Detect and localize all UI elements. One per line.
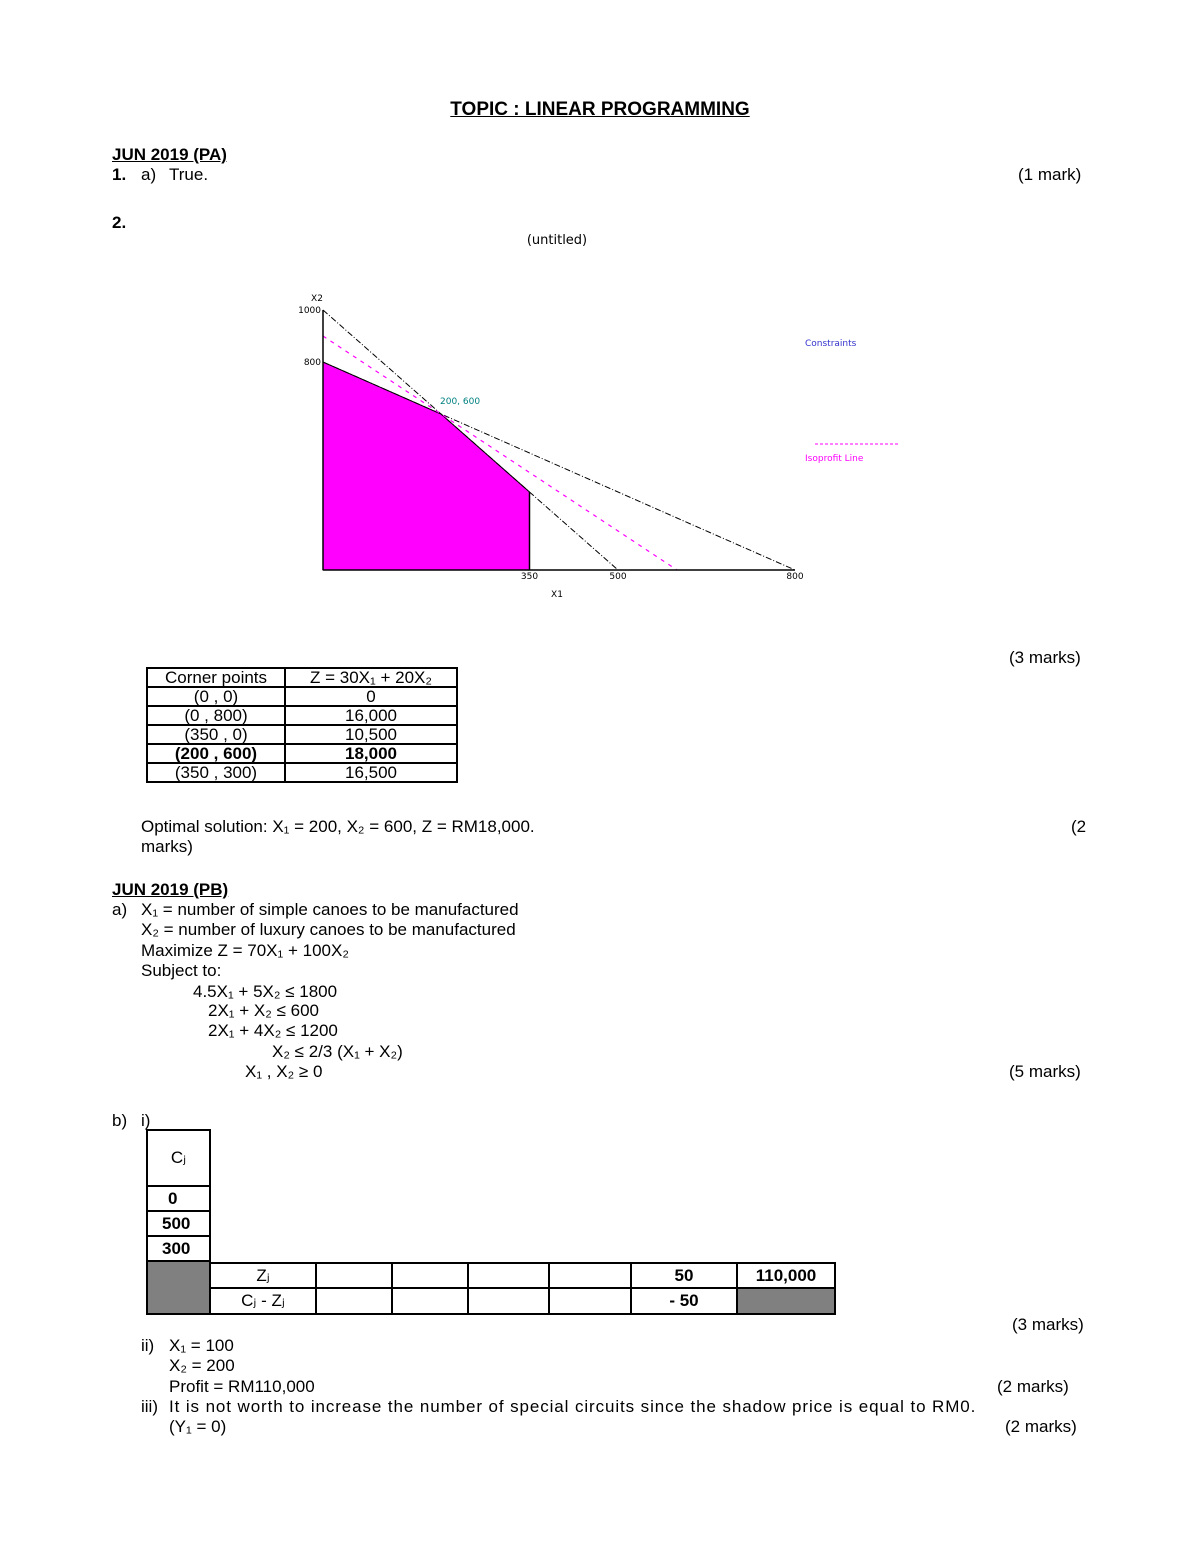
- table-cell: 16,500: [285, 763, 457, 782]
- x-tick-label: 500: [609, 572, 627, 582]
- constraint-2: 2X₁ + X₂ ≤ 600: [208, 1001, 319, 1020]
- table-header-row: [147, 668, 457, 687]
- table-cell: [315, 1262, 393, 1289]
- zj-value: 50: [630, 1262, 738, 1289]
- x-axis-label: X1: [551, 590, 563, 600]
- answer-iii: It is not worth to increase the number of special circuits since the shadow price is equal to RM0.: [169, 1397, 977, 1416]
- table-cell: 16,000: [285, 706, 457, 725]
- zj-total: 110,000: [736, 1262, 836, 1289]
- shaded-cell: [736, 1287, 836, 1315]
- part-ii-label: ii): [141, 1336, 155, 1355]
- basis-value-3: 300: [146, 1235, 211, 1262]
- part-bi-label: i): [141, 1111, 151, 1130]
- feasible-region: [323, 362, 530, 570]
- optimal-point-label: 200, 600: [440, 397, 481, 407]
- answer-x2: X₂ = 200: [169, 1356, 235, 1375]
- part-iii-label: iii): [141, 1397, 158, 1416]
- optimal-solution: Optimal solution: X₁ = 200, X₂ = 600, Z = RM18,000.: [141, 817, 535, 836]
- corner-points-table: [146, 667, 458, 783]
- constraint-4: X₂ ≤ 2/3 (X₁ + X₂): [272, 1042, 403, 1061]
- table-cell: [391, 1287, 469, 1315]
- definition-x1: X₁ = number of simple canoes to be manufactured: [141, 900, 519, 919]
- part-iii-marks: (2 marks): [1005, 1417, 1077, 1436]
- zj-label: Zⱼ: [209, 1262, 317, 1289]
- answer-iii-y1: (Y₁ = 0): [169, 1417, 227, 1436]
- table-cell: 10,500: [285, 725, 457, 744]
- section-heading-pa: JUN 2019 (PA): [112, 145, 227, 164]
- part-a-label: a): [112, 900, 128, 919]
- legend-constraints: Constraints: [805, 339, 857, 349]
- cj-zj-value: - 50: [630, 1287, 738, 1315]
- non-negativity: X₁ , X₂ ≥ 0: [245, 1062, 323, 1081]
- table-row-optimal: [147, 744, 457, 763]
- question-1-part: a): [141, 165, 157, 184]
- x-tick-label: 350: [520, 572, 539, 582]
- question-2-number: 2.: [112, 213, 127, 232]
- table-cell: [467, 1287, 550, 1315]
- question-1-answer: True.: [169, 165, 209, 184]
- table-header: Z = 30X₁ + 20X₂: [285, 668, 457, 687]
- answer-x1: X₁ = 100: [169, 1336, 234, 1355]
- table-row: [147, 706, 457, 725]
- optimal-marks-cont: marks): [141, 837, 193, 856]
- constraint-1: 4.5X₁ + 5X₂ ≤ 1800: [193, 982, 338, 1001]
- cj-header: Cⱼ: [146, 1129, 211, 1187]
- question-1-marks: (1 mark): [1018, 165, 1082, 184]
- table-cell: (0 , 800): [147, 706, 285, 725]
- table-cell: [548, 1262, 632, 1289]
- y-tick-label: 1000: [298, 306, 321, 316]
- table-cell: 18,000: [285, 744, 457, 763]
- table-cell: 0: [285, 687, 457, 706]
- table-cell: [467, 1262, 550, 1289]
- question-2-marks: (3 marks): [1009, 648, 1081, 667]
- table-cell: [315, 1287, 393, 1315]
- y-axis-label: X2: [311, 294, 323, 304]
- shaded-cell: [146, 1260, 211, 1315]
- part-b-label: b): [112, 1111, 128, 1130]
- optimal-marks: (2: [1071, 817, 1087, 836]
- table-cell: (350 , 300): [147, 763, 285, 782]
- table-row: [147, 687, 457, 706]
- objective-function: Maximize Z = 70X₁ + 100X₂: [141, 941, 349, 960]
- part-ii-marks: (2 marks): [997, 1377, 1069, 1396]
- page-title: TOPIC : LINEAR PROGRAMMING: [450, 99, 750, 120]
- part-a-marks: (5 marks): [1009, 1062, 1081, 1081]
- x-tick-label: 800: [786, 572, 804, 582]
- answer-profit: Profit = RM110,000: [169, 1377, 315, 1396]
- basis-value-1: 0: [146, 1185, 211, 1212]
- table-cell: [548, 1287, 632, 1315]
- part-bi-marks: (3 marks): [1012, 1315, 1084, 1334]
- table-cell: (200 , 600): [147, 744, 285, 763]
- table-header: Corner points: [147, 668, 285, 687]
- table-row: [147, 763, 457, 782]
- table-cell: [391, 1262, 469, 1289]
- legend-isoprofit: Isoprofit Line: [805, 454, 864, 464]
- table-row: [147, 725, 457, 744]
- constraint-3: 2X₁ + 4X₂ ≤ 1200: [208, 1021, 338, 1040]
- table-cell: (350 , 0): [147, 725, 285, 744]
- subject-to: Subject to:: [141, 961, 222, 980]
- basis-value-2: 500: [146, 1210, 211, 1237]
- chart-title: (untitled): [526, 233, 588, 248]
- question-1-number: 1.: [112, 165, 127, 184]
- y-tick-label: 800: [303, 358, 321, 368]
- cj-zj-label: Cⱼ - Zⱼ: [209, 1287, 317, 1315]
- section-heading-pb: JUN 2019 (PB): [112, 880, 229, 899]
- table-cell: (0 , 0): [147, 687, 285, 706]
- linear-programming-graph: [0, 0, 1200, 620]
- definition-x2: X₂ = number of luxury canoes to be manufactured: [141, 920, 516, 939]
